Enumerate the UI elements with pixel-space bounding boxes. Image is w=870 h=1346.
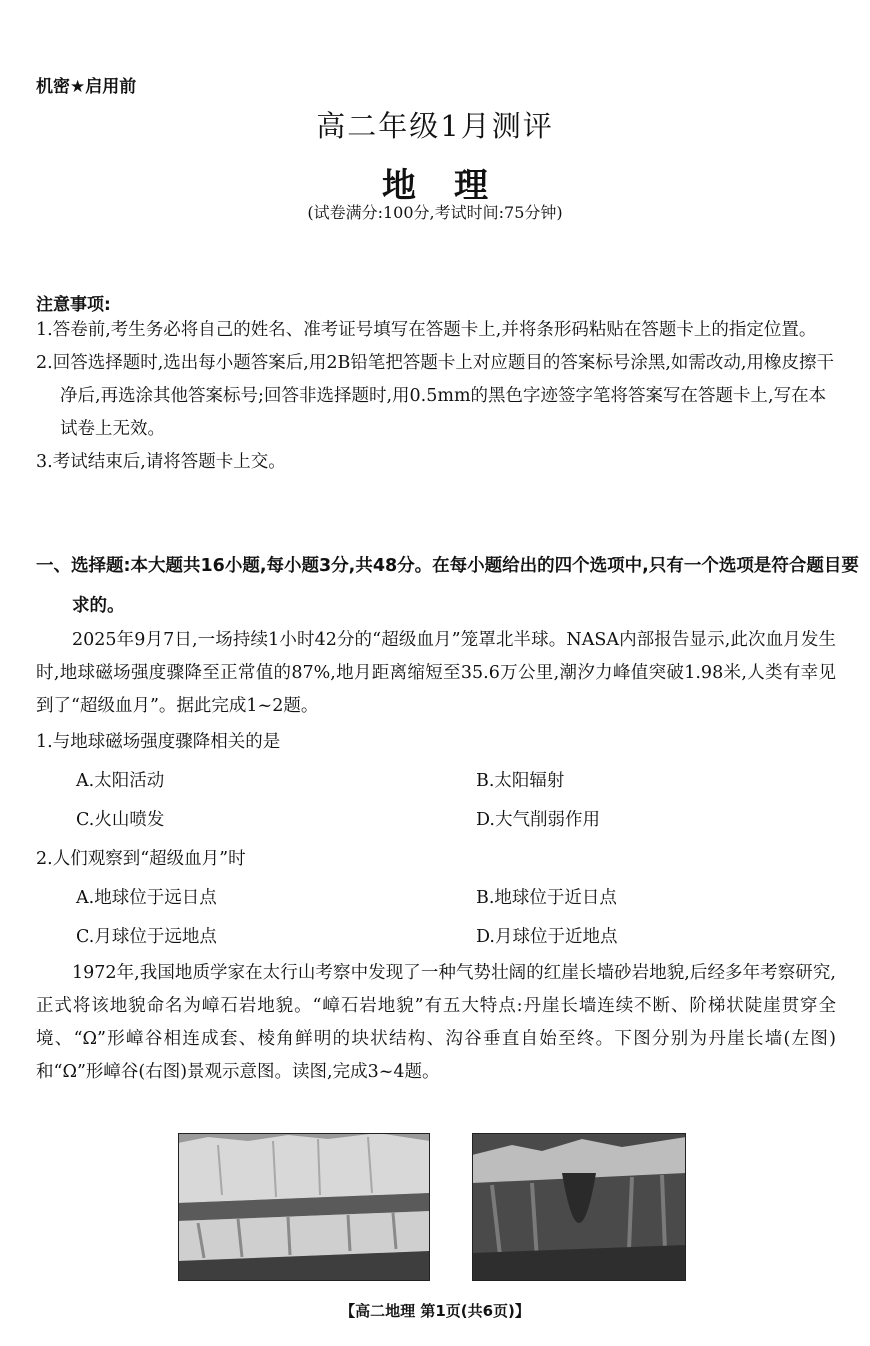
exam-title: 高二年级1月测评: [316, 109, 554, 143]
note-item: 3.考试结束后,请将答题卡上交。: [36, 452, 286, 472]
question-1-stem: 1.与地球磁场强度骤降相关的是: [36, 732, 281, 752]
note-item: 2.回答选择题时,选出每小题答案后,用2B铅笔把答题卡上对应题目的答案标号涂黑,如需改动,用橡皮擦干净后,再选涂其他答案标号;回答非选择题时,用0.5mm的黑色字迹签字笔将答案写在答题卡上,写在本试卷上无效。: [36, 353, 834, 439]
option-c: C.火山喷发: [76, 810, 165, 830]
section-heading: 一、选择题:本大题共16小题,每小题3分,共48分。在每小题给出的四个选项中,只有一个选项是符合题目要求的。: [36, 556, 859, 616]
notes-heading: 注意事项:: [36, 295, 111, 315]
passage-2: 1972年,我国地质学家在太行山考察中发现了一种气势壮阔的红崖长墙砂岩地貌,后经多年考察研究,正式将该地貌命名为嶂石岩地貌。“嶂石岩地貌”有五大特点:丹崖长墙连续不断、阶梯状陡崖贯穿全境、“Ω”形嶂谷相连成套、棱角鲜明的块状结构、沟谷垂直自始至终。下图分别为丹崖长墙(左图)和“Ω”形嶂谷(右图)景观示意图。读图,完成3~4题。: [36, 963, 836, 1082]
page-footer: 【高二地理 第1页(共6页)】: [340, 1302, 530, 1320]
note-item: 1.答卷前,考生务必将自己的姓名、准考证号填写在答题卡上,并将条形码粘贴在答题卡上的指定位置。: [36, 320, 817, 340]
option-b: B.地球位于近日点: [476, 888, 617, 908]
question-1-options-row: [36, 804, 836, 837]
option-c: C.月球位于远地点: [76, 927, 217, 947]
option-b: B.太阳辐射: [476, 771, 565, 791]
exam-info: (试卷满分:100分,考试时间:75分钟): [307, 203, 563, 222]
option-d: D.大气削弱作用: [476, 810, 600, 830]
subject-title: 地理: [382, 166, 526, 206]
option-a: A.地球位于远日点: [76, 888, 217, 908]
passage-1: 2025年9月7日,一场持续1小时42分的“超级血月”笼罩北半球。NASA内部报告显示,此次血月发生时,地球磁场强度骤降至正常值的87%,地月距离缩短至35.6万公里,潮汐力峰值突破1.98米,人类有幸见到了“超级血月”。据此完成1~2题。: [36, 630, 836, 716]
option-a: A.太阳活动: [76, 771, 165, 791]
question-2-options-row: [36, 921, 836, 954]
question-2-stem: 2.人们观察到“超级血月”时: [36, 849, 246, 869]
cliff-wall-photo: [178, 1133, 430, 1281]
option-d: D.月球位于近地点: [476, 927, 618, 947]
omega-gorge-photo: [472, 1133, 686, 1281]
confidential-label: 机密★启用前: [36, 77, 137, 97]
notes-list: [36, 314, 836, 479]
question-1-options-row: [36, 765, 836, 798]
question-2-options-row: [36, 882, 836, 915]
question-area: [36, 624, 836, 1089]
